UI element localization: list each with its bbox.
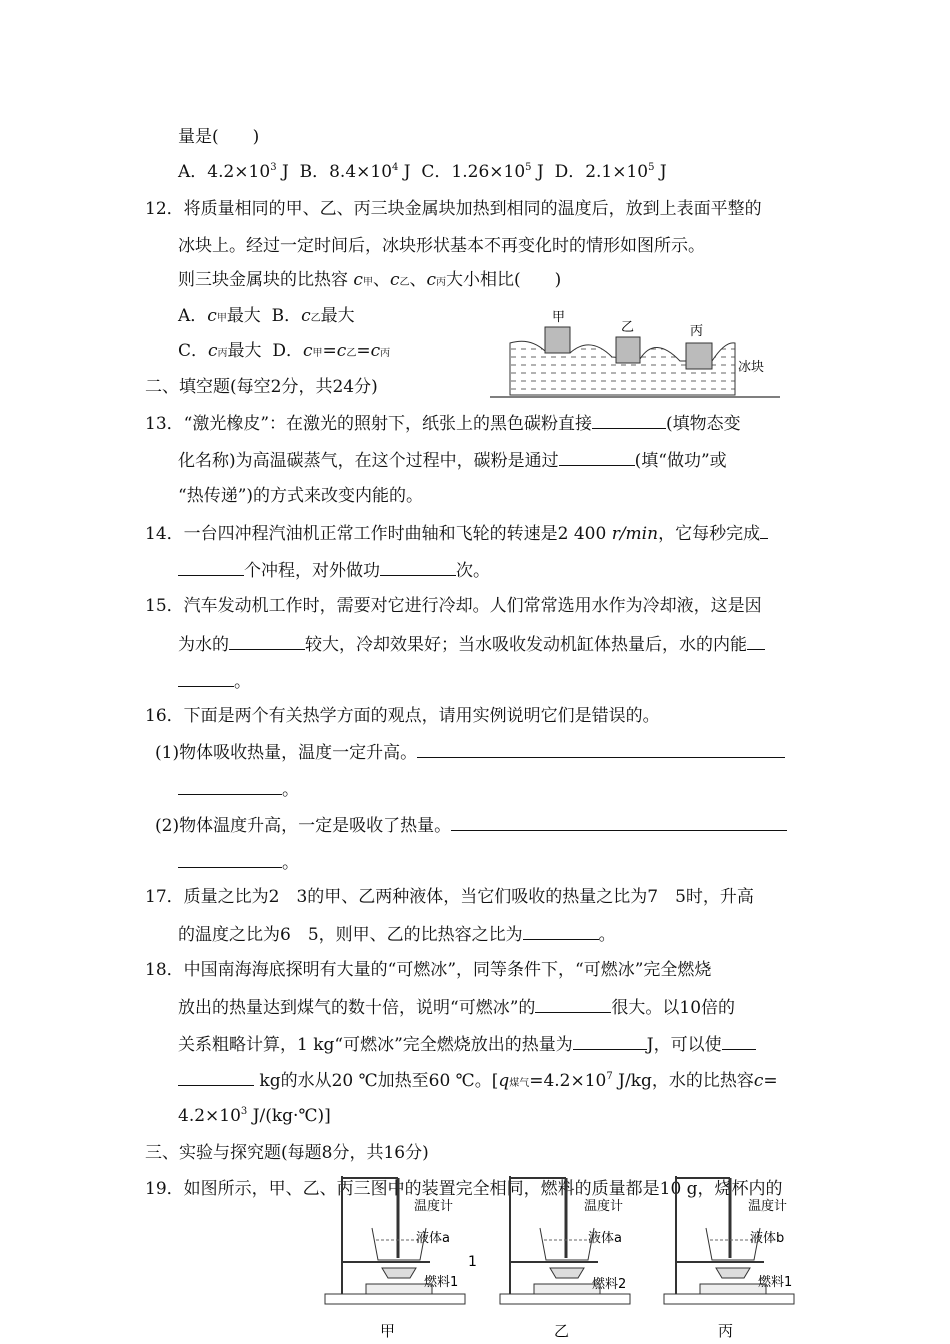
label-bing: 丙 — [690, 324, 704, 339]
heating-apparatus-figure — [320, 1168, 800, 1340]
q16-part2-cont: 。 — [178, 850, 299, 874]
q16-line1: 16．下面是两个有关热学方面的观点，请用实例说明它们是错误的。 — [145, 706, 660, 726]
q19-line1: 19．如图所示，甲、乙、丙三图中的装置完全相同，燃料的质量都是10 g，烧杯内的 — [145, 1179, 783, 1199]
liquid-label-yi: 液体a — [588, 1231, 622, 1246]
q11-option-c: C．$1.26\times 10^5$ J — [421, 162, 544, 182]
caption-bing: 丙 — [718, 1322, 734, 1340]
q13-line2: 化名称)为高温碳蒸气，在这个过程中，碳粉是通过 (填“做功”或 — [178, 448, 727, 472]
q12-line3: 则三块金属块的比热容 c甲、c乙、c丙大小相比( ) — [178, 270, 562, 290]
thermometer-label-yi: 温度计 — [584, 1199, 624, 1214]
q11-option-d: D．$2.1\times 10^5$ J — [554, 162, 667, 182]
q18-line4: kg的水从20 ℃加热至60 ℃。[q煤气$=4.2\times 10^7$ J/kg，水的比热容c= — [178, 1068, 778, 1095]
q12-line2: 冰块上。经过一定时间后，冰块形状基本不再变化时的情形如图所示。 — [178, 236, 705, 256]
q12-options-ab: A．c甲最大 B．c乙最大 — [178, 306, 355, 326]
q12-line1: 12．将质量相同的甲、乙、丙三块金属块加热到相同的温度后，放到上表面平整的 — [145, 199, 762, 219]
caption-jia: 甲 — [380, 1322, 396, 1340]
q16-part1: (1)物体吸收热量，温度一定升高。 — [155, 740, 785, 764]
liquid-label-bing: 液体b — [750, 1231, 785, 1246]
q12-options-cd: C．c丙最大 D．c甲=c乙=c丙 — [178, 341, 391, 361]
q15-line3: 。 — [178, 669, 251, 693]
fuel-label-bing: 燃料1 — [758, 1275, 793, 1290]
ice-block-figure — [490, 305, 780, 405]
page-number: 1 — [468, 1254, 477, 1270]
label-ice: 冰块 — [738, 360, 765, 375]
apparatus-yi — [500, 1176, 630, 1340]
q13-line3: “热传递”)的方式来改变内能的。 — [178, 486, 424, 506]
q11-option-b: B．$8.4\times 10^4$ J — [299, 162, 411, 182]
q17-line1: 17．质量之比为2 3的甲、乙两种液体，当它们吸收的热量之比为7 5时，升高 — [145, 887, 754, 907]
q16-part1-cont: 。 — [178, 777, 299, 801]
q18-line1: 18．中国南海海底探明有大量的“可燃冰”，同等条件下，“可燃冰”完全燃烧 — [145, 960, 712, 980]
metal-block-jia — [545, 327, 570, 353]
q14-line1: 14．一台四冲程汽油机正常工作时曲轴和飞轮的转速是2 400 r/min，它每秒完成 — [145, 521, 768, 545]
apparatus-jia — [325, 1176, 465, 1340]
thermometer-label-jia: 温度计 — [414, 1199, 454, 1214]
q15-line1: 15．汽车发动机工作时，需要对它进行冷却。人们常常选用水作为冷却液，这是因 — [145, 596, 762, 616]
section-2-heading: 二、填空题(每空2分，共24分) — [145, 377, 378, 397]
liquid-label-jia: 液体a — [416, 1231, 450, 1246]
q16-part2: (2)物体温度升高，一定是吸收了热量。 — [155, 813, 787, 837]
q11-tail: 量是( ) — [178, 127, 260, 147]
q11-options — [178, 161, 667, 183]
q15-line2: 为水的 较大，冷却效果好；当水吸收发动机缸体热量后，水的内能 — [178, 632, 765, 656]
q17-line2: 的温度之比为6 5，则甲、乙的比热容之比为 。 — [178, 922, 616, 946]
thermometer-label-bing: 温度计 — [748, 1199, 788, 1214]
q18-line3: 关系粗略计算，1 kg“可燃冰”完全燃烧放出的热量为 J，可以使 — [178, 1032, 756, 1056]
fuel-label-jia: 燃料1 — [424, 1275, 459, 1290]
apparatus-bing — [664, 1176, 794, 1340]
q18-line2: 放出的热量达到煤气的数十倍，说明“可燃冰”的 很大。以10倍的 — [178, 995, 735, 1019]
metal-block-yi — [616, 337, 640, 363]
metal-block-bing — [686, 343, 712, 369]
section-3-heading: 三、实验与探究题(每题8分，共16分) — [145, 1143, 429, 1163]
q14-line2: 个冲程，对外做功 次。 — [178, 558, 490, 582]
q18-line5: $4.2\times 10^3$ J/(kg·℃)] — [178, 1106, 331, 1126]
label-yi: 乙 — [621, 320, 635, 335]
caption-yi: 乙 — [554, 1322, 570, 1340]
fuel-label-yi: 燃料2 — [592, 1277, 627, 1292]
q13-line1: 13．“激光橡皮”：在激光的照射下，纸张上的黑色碳粉直接 (填物态变 — [145, 411, 741, 435]
label-jia: 甲 — [552, 310, 566, 325]
q11-option-a: A．$4.2\times 10^3$ J — [178, 162, 289, 182]
